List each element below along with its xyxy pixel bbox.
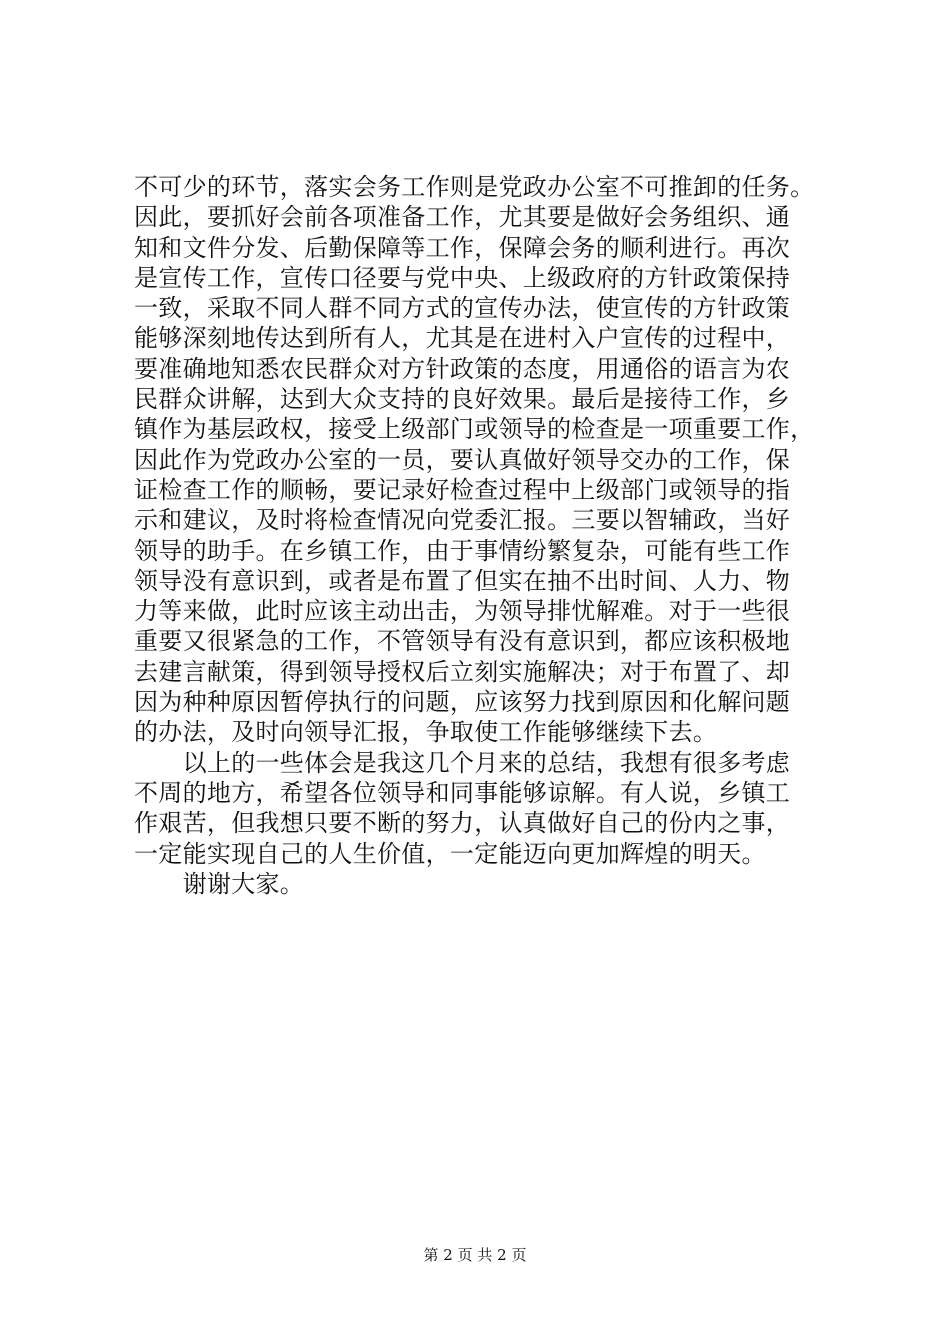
text-line: 因此作为党政办公室的一员，要认真做好领导交办的工作，保 (134, 445, 791, 474)
text-line: 去建言献策，得到领导授权后立刻实施解决；对于布置了、却 (134, 657, 791, 686)
text-line: 不可少的环节，落实会务工作则是党政办公室不可推卸的任务。 (134, 173, 815, 201)
text-line: 要准确地知悉农民群众对方针政策的态度，用通俗的语言为农 (134, 354, 791, 383)
text-line: 能够深刻地传达到所有人，尤其是在进村入户宣传的过程中， (134, 324, 791, 353)
text-line: 民群众讲解，达到大众支持的良好效果。最后是接待工作，乡 (134, 385, 791, 414)
text-line: 力等来做，此时应该主动出击，为领导排忧解难。对于一些很 (134, 597, 791, 626)
text-line: 谢谢大家。 (134, 869, 305, 898)
text-line: 示和建议，及时将检查情况向党委汇报。三要以智辅政，当好 (134, 506, 791, 535)
text-line: 因此，要抓好会前各项准备工作，尤其要是做好会务组织、通 (134, 203, 791, 232)
text-line: 领导没有意识到，或者是布置了但实在抽不出时间、人力、物 (134, 566, 791, 595)
body-text (134, 172, 834, 899)
text-line: 重要又很紧急的工作，不管领导有没有意识到，都应该积极地 (134, 627, 791, 656)
text-line: 是宣传工作，宣传口径要与党中央、上级政府的方针政策保持 (134, 263, 791, 292)
text-line: 领导的助手。在乡镇工作，由于事情纷繁复杂，可能有些工作 (134, 536, 791, 565)
text-line: 因为种种原因暂停执行的问题，应该努力找到原因和化解问题 (134, 688, 791, 717)
text-line: 知和文件分发、后勤保障等工作，保障会务的顺利进行。再次 (134, 233, 791, 262)
text-line: 不周的地方，希望各位领导和同事能够谅解。有人说，乡镇工 (134, 778, 791, 807)
text-line: 作艰苦，但我想只要不断的努力，认真做好自己的份内之事， (134, 809, 791, 838)
text-line: 以上的一些体会是我这几个月来的总结，我想有很多考虑 (134, 748, 791, 777)
text-line: 的办法，及时向领导汇报，争取使工作能够继续下去。 (134, 718, 718, 747)
text-line: 证检查工作的顺畅，要记录好检查过程中上级部门或领导的指 (134, 475, 791, 504)
page-number-footer: 第 2 页 共 2 页 (423, 1246, 527, 1264)
text-line: 一定能实现自己的人生价值，一定能迈向更加辉煌的明天。 (134, 839, 766, 868)
text-line: 一致，采取不同人群不同方式的宣传办法，使宣传的方针政策 (134, 294, 791, 323)
text-line: 镇作为基层政权，接受上级部门或领导的检查是一项重要工作， (134, 415, 815, 444)
